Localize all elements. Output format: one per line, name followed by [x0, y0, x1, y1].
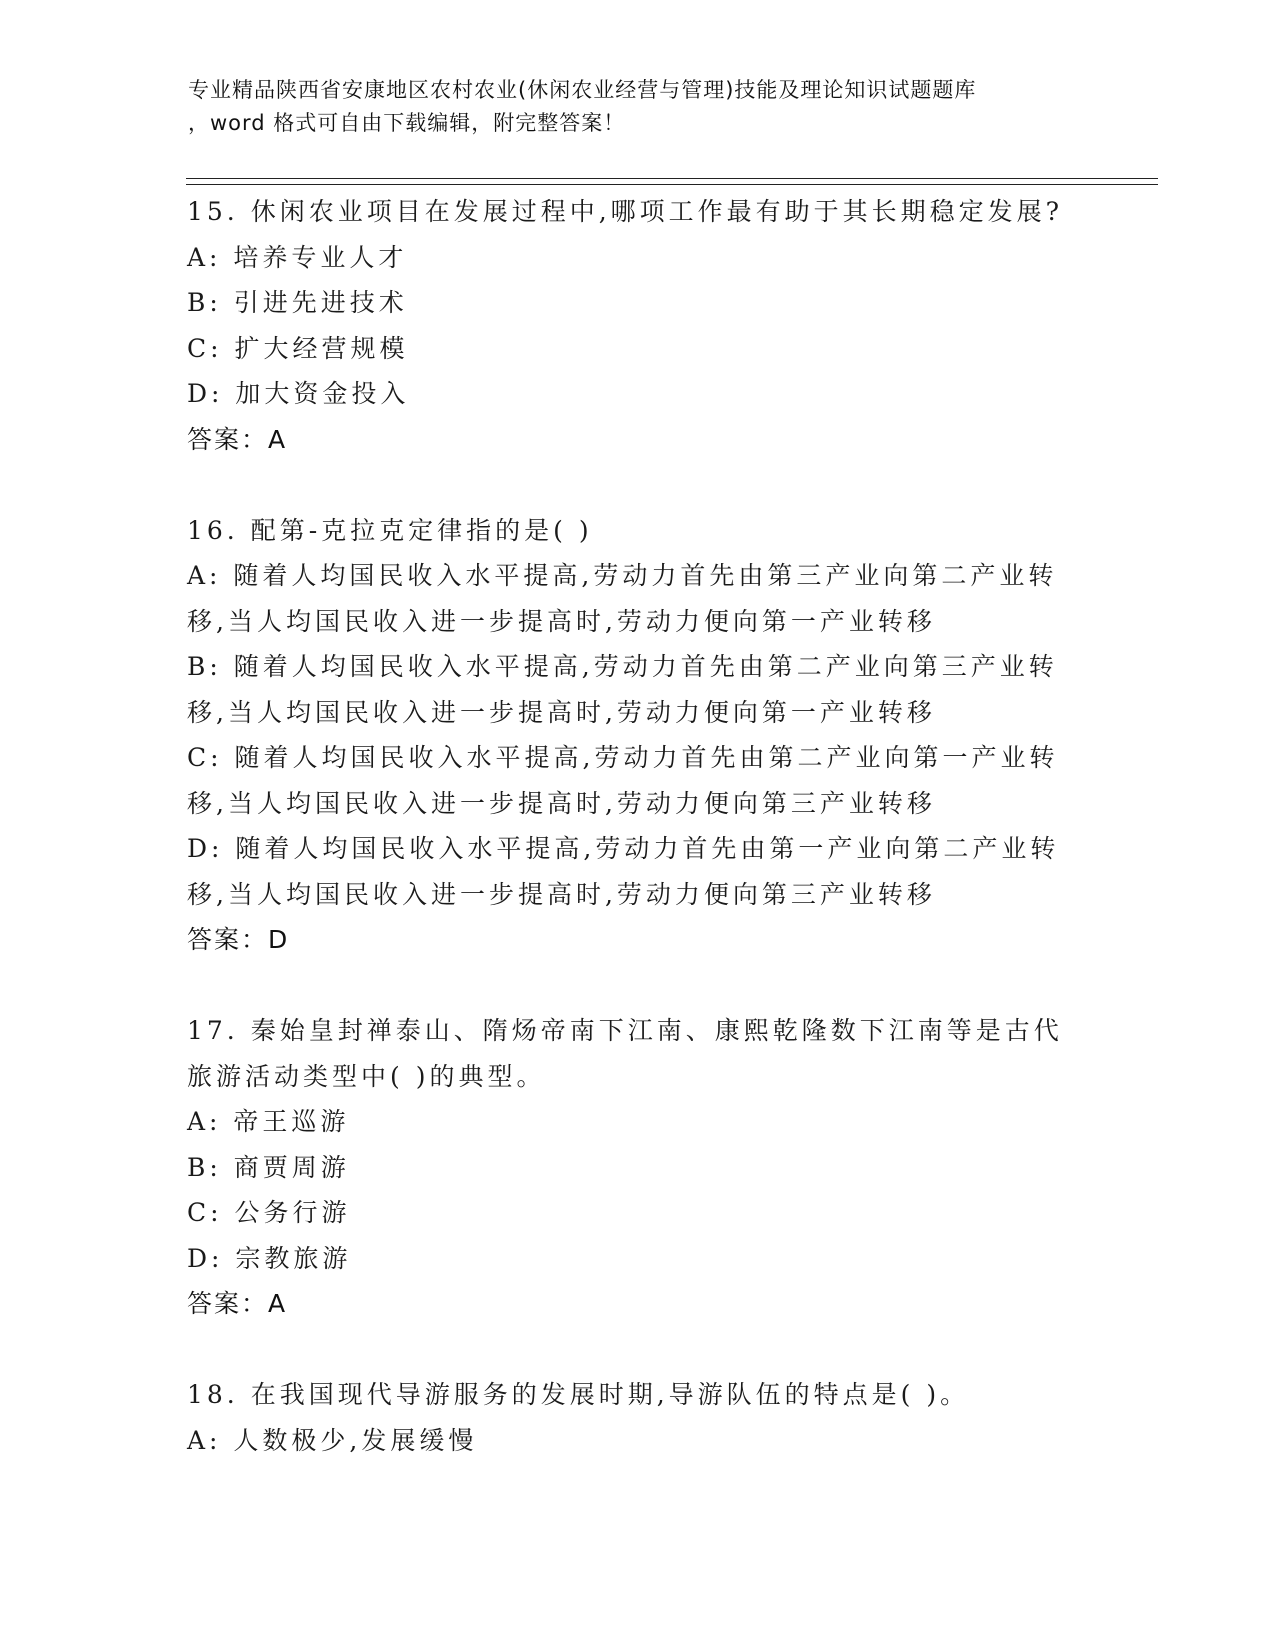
answer-line: 答案：A	[187, 424, 288, 454]
option-b: B: 随着人均国民收入水平提高,劳动力首先由第二产业向第三产业转	[187, 652, 1058, 681]
option-b-continued: 移,当人均国民收入进一步提高时,劳动力便向第一产业转移	[187, 697, 936, 727]
question-item	[187, 1372, 1127, 1463]
option-c: C: 公务行游	[187, 1198, 351, 1227]
question-item	[187, 1008, 1127, 1327]
header-title-line: 专业精品陕西省安康地区农村农业(休闲农业经营与管理)技能及理论知识试题题库	[188, 78, 977, 102]
answer-line: 答案：D	[187, 925, 290, 954]
question-stem: 17. 秦始皇封禅泰山、隋炀帝南下江南、康熙乾隆数下江南等是古代	[187, 1016, 1063, 1045]
option-a: A: 人数极少,发展缓慢	[187, 1425, 478, 1455]
option-d: D: 加大资金投入	[187, 379, 410, 408]
question-item	[187, 508, 1127, 963]
option-d: D: 随着人均国民收入水平提高,劳动力首先由第一产业向第二产业转	[187, 834, 1060, 863]
question-stem: 15. 休闲农业项目在发展过程中,哪项工作最有助于其长期稳定发展?	[187, 197, 1064, 226]
option-c: C: 随着人均国民收入水平提高,劳动力首先由第二产业向第一产业转	[187, 743, 1059, 772]
question-stem-continued: 旅游活动类型中( )的典型。	[187, 1061, 546, 1091]
question-item	[187, 189, 1127, 462]
option-d-continued: 移,当人均国民收入进一步提高时,劳动力便向第三产业转移	[187, 879, 936, 909]
answer-line: 答案：A	[187, 1289, 288, 1318]
header-subtitle-line: ，word 格式可自由下载编辑，附完整答案！	[188, 111, 626, 135]
option-b: B: 引进先进技术	[187, 288, 408, 317]
question-spacer	[187, 462, 1127, 508]
option-a: A: 帝王巡游	[187, 1107, 350, 1136]
option-c-continued: 移,当人均国民收入进一步提高时,劳动力便向第三产业转移	[187, 788, 936, 818]
question-stem: 18. 在我国现代导游服务的发展时期,导游队伍的特点是( )。	[187, 1380, 970, 1409]
document-header	[188, 74, 1108, 140]
option-a: A: 培养专业人才	[187, 242, 408, 272]
question-list	[187, 189, 1127, 1463]
question-spacer	[187, 963, 1127, 1009]
option-c: C: 扩大经营规模	[187, 333, 409, 363]
question-spacer	[187, 1327, 1127, 1373]
option-b: B: 商贾周游	[187, 1152, 350, 1182]
option-a: A: 随着人均国民收入水平提高,劳动力首先由第三产业向第二产业转	[187, 561, 1058, 590]
option-a-continued: 移,当人均国民收入进一步提高时,劳动力便向第一产业转移	[187, 606, 936, 636]
option-d: D: 宗教旅游	[187, 1243, 352, 1273]
question-stem: 16. 配第-克拉克定律指的是( )	[187, 515, 593, 545]
header-divider	[186, 178, 1158, 185]
